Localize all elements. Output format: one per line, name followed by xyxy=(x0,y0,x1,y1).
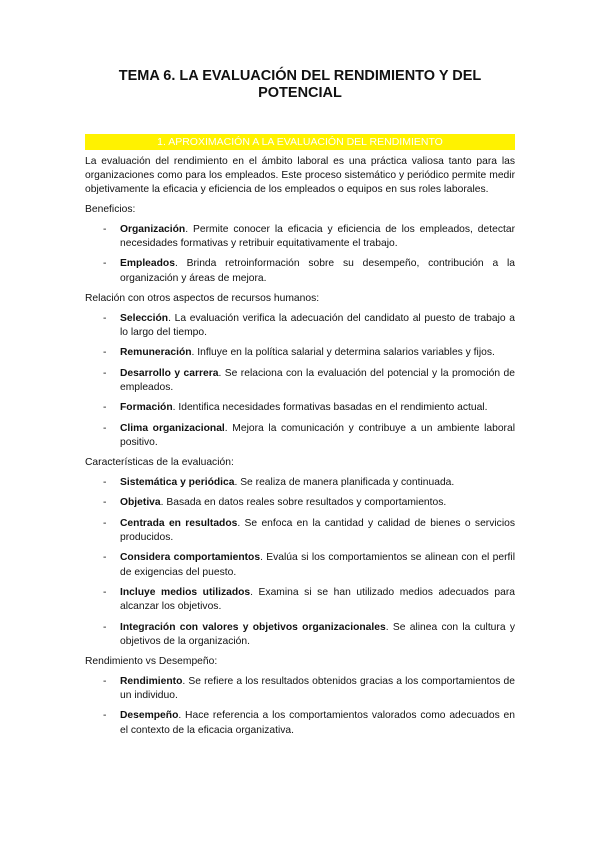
bullet-list xyxy=(85,476,515,649)
bullet-dash: - xyxy=(103,422,107,434)
list-item xyxy=(85,223,515,251)
bullet-dash: - xyxy=(103,402,107,414)
bullet-dash: - xyxy=(103,710,107,722)
list-item xyxy=(85,346,515,360)
bullet-dash: - xyxy=(103,312,107,324)
item-description: . Identifica necesidades formativas basadas en el rendimiento actual. xyxy=(172,402,488,414)
item-term: Sistemática y periódica xyxy=(120,476,235,488)
bullet-dash: - xyxy=(103,586,107,598)
item-description: . La evaluación verifica la adecuación del candidato al puesto de trabajo a lo largo del tiempo. xyxy=(120,312,515,338)
bullet-list xyxy=(85,223,515,286)
bullet-dash: - xyxy=(103,552,107,564)
item-description: . Influye en la política salarial y determina salarios variables y fijos. xyxy=(191,347,495,359)
item-term: Desarrollo y carrera xyxy=(120,367,219,379)
bullet-dash: - xyxy=(103,347,107,359)
group-heading: Relación con otros aspectos de recursos humanos: xyxy=(85,293,320,304)
item-term: Empleados xyxy=(120,258,175,270)
bullet-dash: - xyxy=(103,258,107,270)
list-item xyxy=(85,621,515,649)
item-term: Clima organizacional xyxy=(120,422,225,434)
group-heading: Características de la evaluación: xyxy=(85,457,234,469)
list-item xyxy=(85,367,515,395)
item-term: Desempeño xyxy=(120,710,179,722)
item-term: Formación xyxy=(120,402,173,414)
item-term: Organización xyxy=(120,223,186,235)
list-item xyxy=(85,496,515,510)
list-item xyxy=(85,476,515,490)
title-line-1: TEMA 6. LA EVALUACIÓN DEL RENDIMIENTO Y DEL xyxy=(118,68,482,84)
item-description: . Se alinea con la cultura y objetivos de la organización. xyxy=(120,621,515,647)
list-item xyxy=(85,401,515,415)
item-description: . Se enfoca en la cantidad y calidad de bienes o servicios producidos. xyxy=(120,517,515,543)
bullet-dash: - xyxy=(103,675,107,687)
bullet-dash: - xyxy=(103,367,107,379)
intro-paragraph: La evaluación del rendimiento en el ámbito laboral es una práctica valiosa tanto para las organizaciones como para los empleados. Este proceso sistemático y periódico permite medir objetivamente la eficacia y eficiencia de los empleados o equipos en sus roles laborales. xyxy=(85,156,515,196)
list-item xyxy=(85,551,515,579)
item-description: . Se refiere a los resultados obtenidos gracias a los comportamientos de un individuo. xyxy=(120,675,515,702)
group-heading: Rendimiento vs Desempeño: xyxy=(85,656,218,668)
list-item xyxy=(85,675,515,703)
document-body xyxy=(85,155,515,744)
item-term: Selección xyxy=(120,312,169,324)
item-term: Rendimiento xyxy=(120,675,183,687)
item-description: . Basada en datos reales sobre resultados y comportamientos. xyxy=(160,497,447,509)
item-term: Considera comportamientos xyxy=(120,552,261,564)
list-item xyxy=(85,257,515,285)
item-term: Remuneración xyxy=(120,347,192,359)
item-description: . Mejora la comunicación y contribuye a un ambiente laboral positivo. xyxy=(120,422,515,448)
item-description: . Se realiza de manera planificada y continuada. xyxy=(234,476,455,488)
item-description: . Hace referencia a los comportamientos valorados como adecuados en el contexto de la eficacia organizativa. xyxy=(120,710,515,736)
item-description: . Evalúa si los comportamientos se alinean con el perfil de exigencias del puesto. xyxy=(120,552,515,578)
item-term: Incluye medios utilizados xyxy=(120,586,251,598)
bullet-dash: - xyxy=(103,223,107,235)
section-heading: 1. APROXIMACIÓN A LA EVALUACIÓN DEL RENDIMIENTO xyxy=(85,134,515,150)
list-item xyxy=(85,586,515,614)
item-term: Objetiva xyxy=(120,497,161,509)
item-description: . Brinda retroinformación sobre su desempeño, contribución a la organización y áreas de mejora. xyxy=(120,258,515,284)
bullet-list xyxy=(85,312,515,450)
group-heading: Beneficios: xyxy=(85,204,136,216)
title-line-2: POTENCIAL xyxy=(258,85,342,101)
list-item xyxy=(85,312,515,340)
item-description: . Permite conocer la eficacia y eficiencia de los empleados, detectar necesidades formativas y retribuir equitativamente el trabajo. xyxy=(120,223,515,250)
list-item xyxy=(85,422,515,450)
document-title xyxy=(80,68,520,102)
bullet-list xyxy=(85,675,515,738)
bullet-dash: - xyxy=(103,497,107,509)
item-term: Integración con valores y objetivos organizacionales xyxy=(120,621,386,633)
item-term: Centrada en resultados xyxy=(120,517,238,529)
list-item xyxy=(85,709,515,737)
bullet-dash: - xyxy=(103,517,107,529)
item-description: . Se relaciona con la evaluación del potencial y la promoción de empleados. xyxy=(120,367,515,393)
item-description: . Examina si se han utilizado medios adecuados para alcanzar los objetivos. xyxy=(120,586,516,613)
bullet-dash: - xyxy=(103,621,107,633)
list-item xyxy=(85,517,515,545)
groups-container xyxy=(85,203,515,738)
bullet-dash: - xyxy=(103,476,107,488)
